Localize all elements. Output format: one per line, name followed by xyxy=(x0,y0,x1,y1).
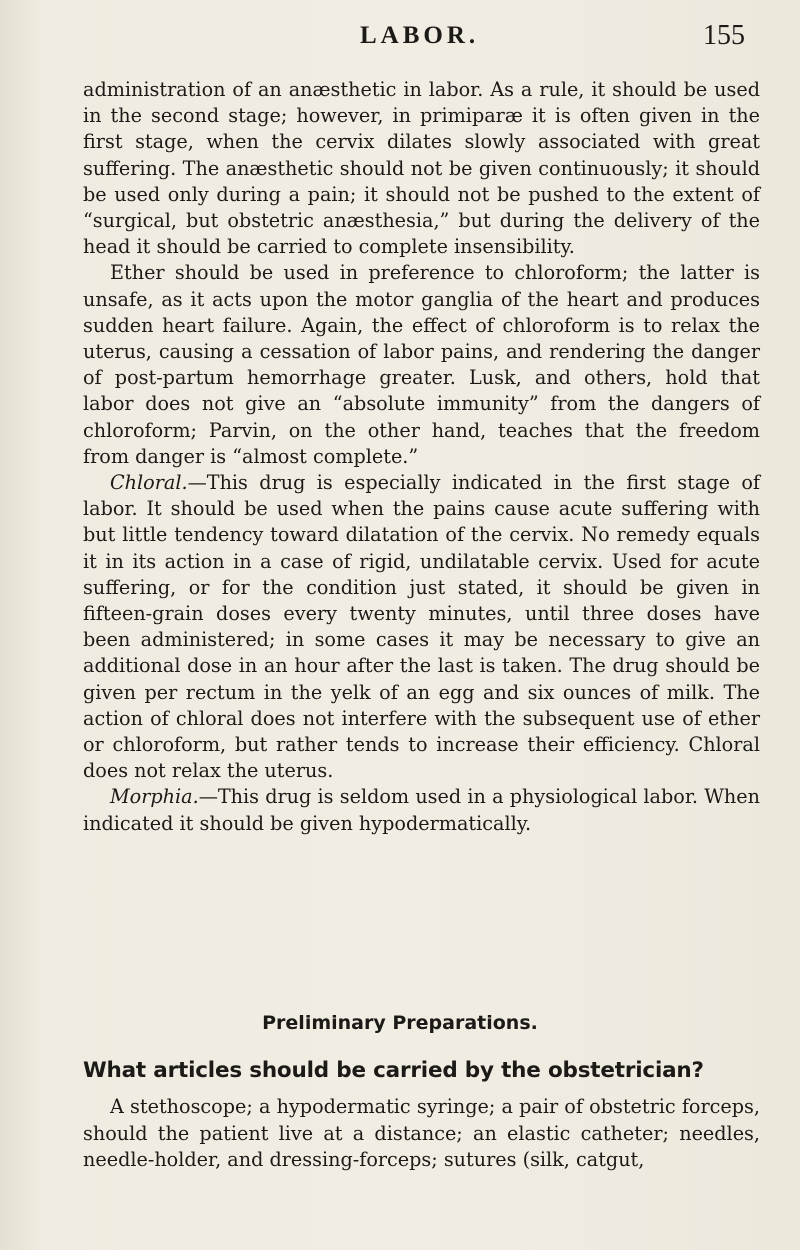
paragraph-lead-morphia: Morphia. xyxy=(110,785,199,809)
answer-text xyxy=(83,1094,760,1174)
answer-paragraph: A stethoscope; a hypodermatic syringe; a pair of obstetric forceps, should the patient live at a distance; an elastic catheter; needles, needle-holder, and dressing-forceps; sutures (silk, catgut, xyxy=(83,1095,760,1171)
paragraph-morphia xyxy=(83,784,760,836)
question-heading: What articles should be carried by the obstetrician? xyxy=(83,1058,704,1083)
running-head xyxy=(0,18,800,58)
paragraph-lead-chloral: Chloral. xyxy=(110,471,188,495)
paragraph-text: —This drug is seldom used in a physiological labor. When indicated it should be given hypodermatically. xyxy=(83,785,760,835)
paragraph-anaesthetic-use xyxy=(83,77,760,260)
running-title: LABOR. xyxy=(360,22,480,49)
page-number: 155 xyxy=(703,20,745,51)
section-heading: Preliminary Preparations. xyxy=(262,1012,538,1034)
paragraph-ether-vs-chloroform xyxy=(83,260,760,470)
paragraph-text: —This drug is especially indicated in the first stage of labor. It should be used when the pains cause acute suffering with but little tendency toward dilatation of the cervix. No remedy equals it in its action in a case of rigid, undilatable cervix. Used for acute suffering, or for the condition just stated, it should be given in fifteen-grain doses every twenty minutes, until three doses have been administered; in some cases it may be necessary to give an additional dose in an hour after the last is taken. The drug should be given per rectum in the yelk of an egg and six ounces of milk. The action of chloral does not interfere with the subsequent use of ether or chloroform, but rather tends to increase their efficiency. Chloral does not relax the uterus. xyxy=(83,471,760,783)
paragraph-chloral xyxy=(83,470,760,784)
paragraph-text: Ether should be used in preference to chloroform; the latter is unsafe, as it acts upon the motor ganglia of the heart and produces sudden heart failure. Again, the effect of chloroform is to relax the uterus, causing a cessation of labor pains, and rendering the danger of post-partum hemorrhage greater. Lusk, and others, hold that labor does not give an “absolute immunity” from the dangers of chloroform; Parvin, on the other hand, teaches that the freedom from danger is “almost complete.” xyxy=(83,261,760,468)
body-text xyxy=(83,77,760,837)
paragraph-text: administration of an anæsthetic in labor. As a rule, it should be used in the second stage; however, in primiparæ it is often given in the first stage, when the cervix dilates slowly associated with great suffering. The anæsthetic should not be given continuously; it should be used only during a pain; it should not be pushed to the extent of “surgical, but obstetric anæsthesia,” but during the delivery of the head it should be carried to complete insensibility. xyxy=(83,78,760,259)
